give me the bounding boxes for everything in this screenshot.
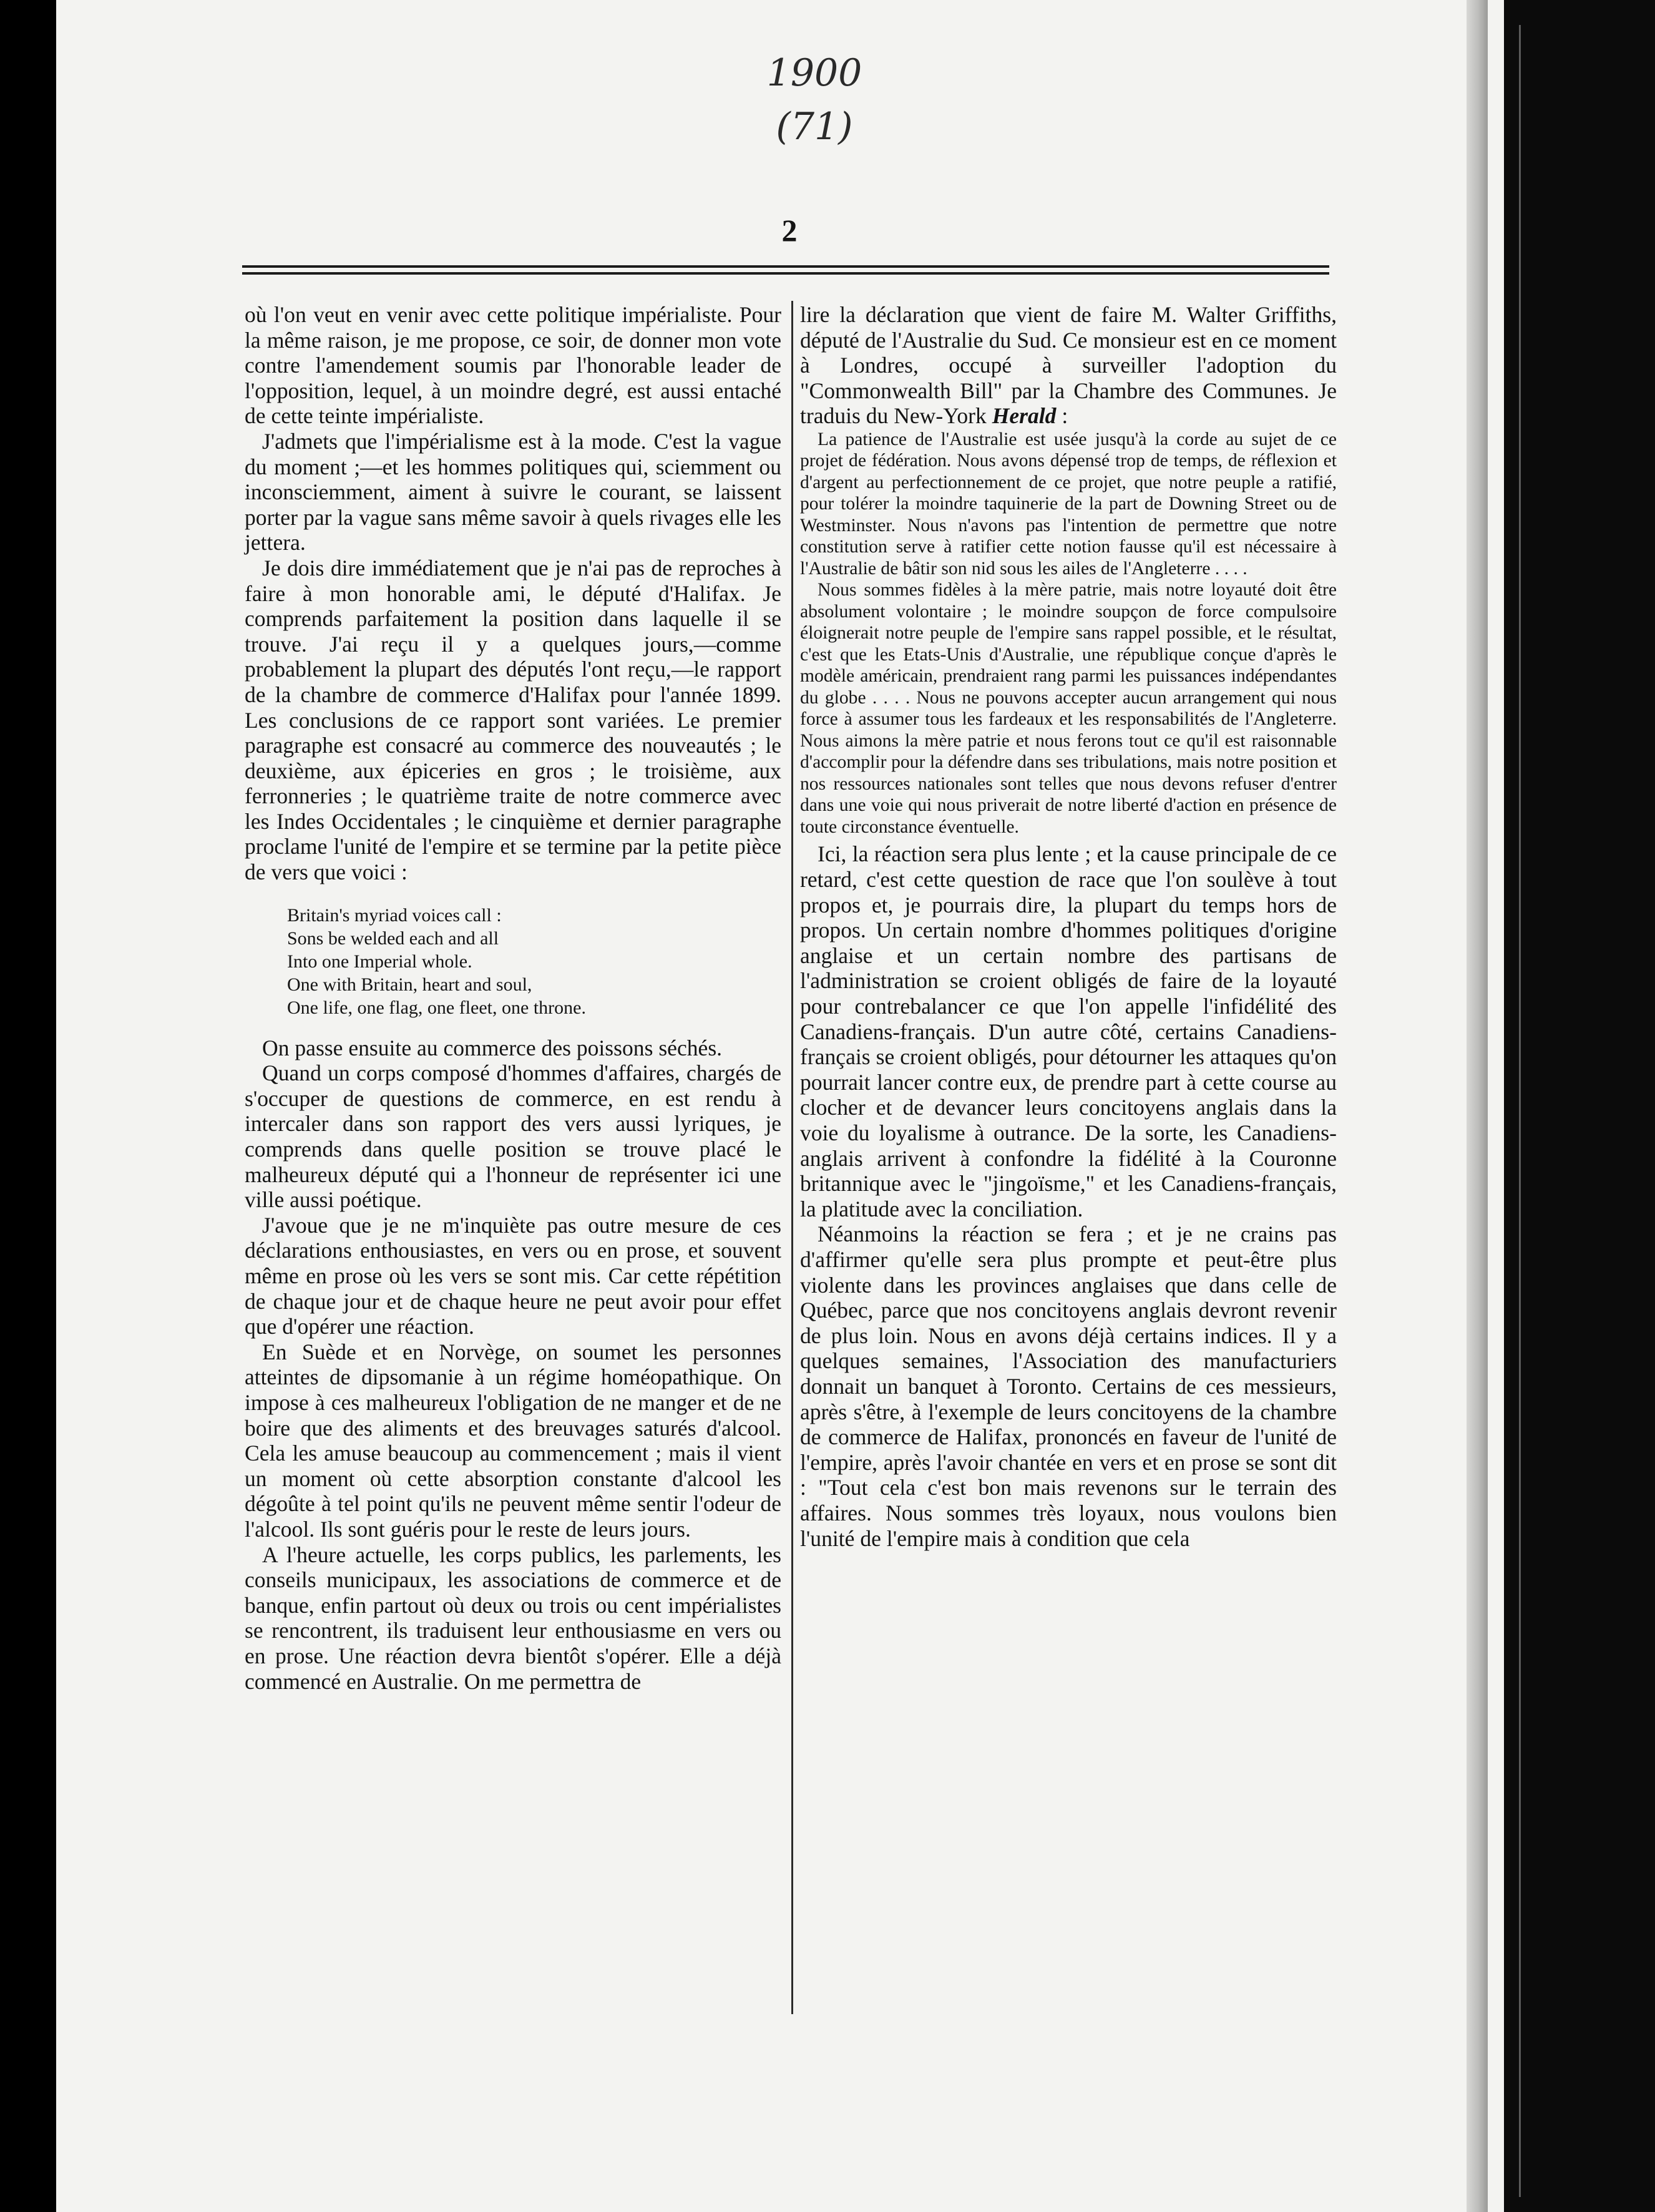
paragraph: On passe ensuite au commerce des poissons séchés. <box>262 1035 723 1060</box>
paragraph-text: : <box>1056 403 1068 429</box>
paragraph: En Suède et en Norvège, on soumet les personnes atteintes de dipsomanie à un régime homéopathique. On impose à ces malheureux l'obligation de ne manger et de ne boire que des aliments et des breuvages saturés d'alcool. Cela les amuse beaucoup au commencement ; mais il vient un moment où cette absorption constante d'alcool les dégoûte à tel point qu'ils ne peuvent même sentir l'odeur de l'alcool. Ils sont guéris pour le reste de leurs jours. <box>245 1339 781 1542</box>
poem-line: Sons be welded each and all <box>287 927 499 949</box>
column-divider <box>791 301 793 2014</box>
paragraph <box>800 302 1337 429</box>
quoted-passage: Nous sommes fidèles à la mère patrie, mais notre loyauté doit être absolument volontaire ; le moindre soupçon de force compulsoire éloignerait notre peuple de l'empire sans rappel possible, et le résultat, c'est que les Etats-Unis d'Australie, une république conçue d'après le modèle américain, prendraient rang parmi les puissances indépendantes du globe . . . . Nous ne pouvons accepter aucun arrangement qui nous force à assumer tous les fardeaux et les responsabilités de l'Angleterre. Nous aimons la mère patrie et nous ferons tout ce qu'il est raisonnable d'accomplir pour la défendre dans ses tribulations, mais notre position et nos ressources nationales sont telles que nous devons refuser d'entrer dans une voie qui nous priverait de notre liberté d'action en présence de toute circonstance éventuelle. <box>800 580 1337 837</box>
paragraph: Ici, la réaction sera plus lente ; et la cause principale de ce retard, c'est cette question de race que l'on soulève à tout propos et, je pourrais dire, la plupart du temps hors de propos. Un certain nombre d'hommes politiques d'origine anglaise et un certain nombre des partisans de l'administration se croient obligés de faire de la loyauté pour contrebalancer ce que l'on appelle l'infidélité des Canadiens-français. D'un autre côté, certains Canadiens-français se croient obligés, pour détourner les attaques qu'on pourrait lancer contre eux, de prendre part à cette course au clocher et de devancer leurs concitoyens anglais dans la voie du loyalisme à outrance. De la sorte, les Canadiens-anglais arrivent à confondre la fidélité à la Couronne britannique avec le "jingoïsme," et les Canadiens-français, la platitude avec la conciliation. <box>800 841 1337 1221</box>
paragraph: J'admets que l'impérialisme est à la mode. C'est la vague du moment ;—et les hommes politiques qui, sciemment ou inconsciemment, aiment à suivre le courant, se laissent porter par la vague sans même savoir à quels rivages elle les jettera. <box>245 428 781 555</box>
paragraph-text: lire la déclaration que vient de faire M. Walter Griffiths, député de l'Australie du Sud. Ce monsieur est en ce moment à Londres, occupé à surveiller l'adoption du "Commonwealth Bill" par la Chambre des Communes. Je traduis du New-York <box>800 302 1337 429</box>
page-number: 2 <box>781 213 798 248</box>
handwritten-year: 1900 <box>766 51 862 95</box>
handwritten-reference: (71) <box>776 105 853 149</box>
quoted-passage: La patience de l'Australie est usée jusqu'à la corde au sujet de ce projet de fédération. Nous avons dépensé trop de temps, de réflexion et d'argent au perfectionnement de ce projet, que notre peuple a ratifié, pour tolérer la moindre taquinerie de la part de Downing Street ou de Westminster. Nous n'avons pas l'intention de permettre que notre constitution serve à ratifier cette notion fausse qu'il est nécessaire à l'Australie de bâtir son nid sous les ailes de l'Angleterre . . . . <box>800 429 1337 579</box>
paragraph: J'avoue que je ne m'inquiète pas outre mesure de ces déclarations enthousiastes, en vers ou en prose, et souvent même en prose où les vers se sont mis. Car cette répétition de chaque jour et de chaque heure ne peut avoir pour effet que d'opérer une réaction. <box>245 1212 781 1339</box>
spine-line <box>1519 25 1521 2197</box>
book-spine-margin <box>1504 0 1655 2212</box>
paragraph: Néanmoins la réaction se fera ; et je ne crains pas d'affirmer qu'elle sera plus prompte et peut-être plus violente dans les provinces anglaises que dans celle de Québec, parce que nos concitoyens anglais devront revenir de plus loin. Nous en avons déjà certains indices. Il y a quelques semaines, l'Association des manufacturiers donnait un banquet à Toronto. Certains de ces messieurs, après s'être, à l'exemple de leurs concitoyens de la chambre de commerce de Halifax, prononcés en faveur de l'unité de l'empire, après l'avoir chantée en vers et en prose se sont dit : "Tout cela c'est bon mais revenons sur le terrain des affaires. Nous sommes très loyaux, nous voulons bien l'unité de l'empire mais à condition que cela <box>800 1221 1337 1551</box>
page-edge-shadow <box>1467 0 1488 2212</box>
header-rule-top <box>242 265 1329 268</box>
poem-verse <box>287 904 781 1019</box>
poem-line: Into one Imperial whole. <box>287 951 472 972</box>
paragraph: Quand un corps composé d'hommes d'affaires, chargés de s'occuper de questions de commerce, en est rendu à intercaler dans son rapport des vers aussi lyriques, je comprends dans quelle position se trouve placé le malheureux député qui a l'honneur de représenter ici une ville aussi poétique. <box>245 1060 781 1213</box>
paragraph: A l'heure actuelle, les corps publics, les parlements, les conseils municipaux, les associations de commerce et de banque, enfin partout où deux ou trois ou cent impérialistes se rencontrent, ils traduisent leur enthousiasme en vers ou en prose. Une réaction devra bientôt s'opérer. Elle a déjà commencé en Australie. On me permettra de <box>245 1542 781 1694</box>
right-column <box>800 302 1337 1551</box>
paragraph: Je dois dire immédiatement que je n'ai pas de reproches à faire à mon honorable ami, le député d'Halifax. Je comprends parfaitement la position dans laquelle il se trouve. J'ai reçu il y a quelques jours,—comme probablement la plupart des députés l'ont reçu,—le rapport de la chambre de commerce d'Halifax pour l'année 1899. Les conclusions de ce rapport sont variées. Le premier paragraphe est consacré au commerce des nouveautés ; le deuxième, aux épiceries en gros ; le troisième, aux ferronneries ; le quatrième traite de notre commerce avec les Indes Occidentales ; le cinquième et dernier paragraphe proclame l'unité de l'empire et se termine par la petite pièce de vers que voici : <box>245 555 781 885</box>
poem-line: One life, one flag, one fleet, one throne. <box>287 997 586 1018</box>
header-rule-bottom <box>242 272 1329 275</box>
left-column <box>245 302 781 1694</box>
newspaper-title: Herald <box>992 403 1057 429</box>
poem-line: One with Britain, heart and soul, <box>287 974 532 995</box>
poem-line: Britain's myriad voices call : <box>287 904 502 926</box>
paragraph: où l'on veut en venir avec cette politique impérialiste. Pour la même raison, je me propose, ce soir, de donner mon vote contre l'amendement soumis par l'honorable leader de l'opposition, lequel, à un moindre degré, est aussi entaché de cette teinte impérialiste. <box>245 302 781 429</box>
